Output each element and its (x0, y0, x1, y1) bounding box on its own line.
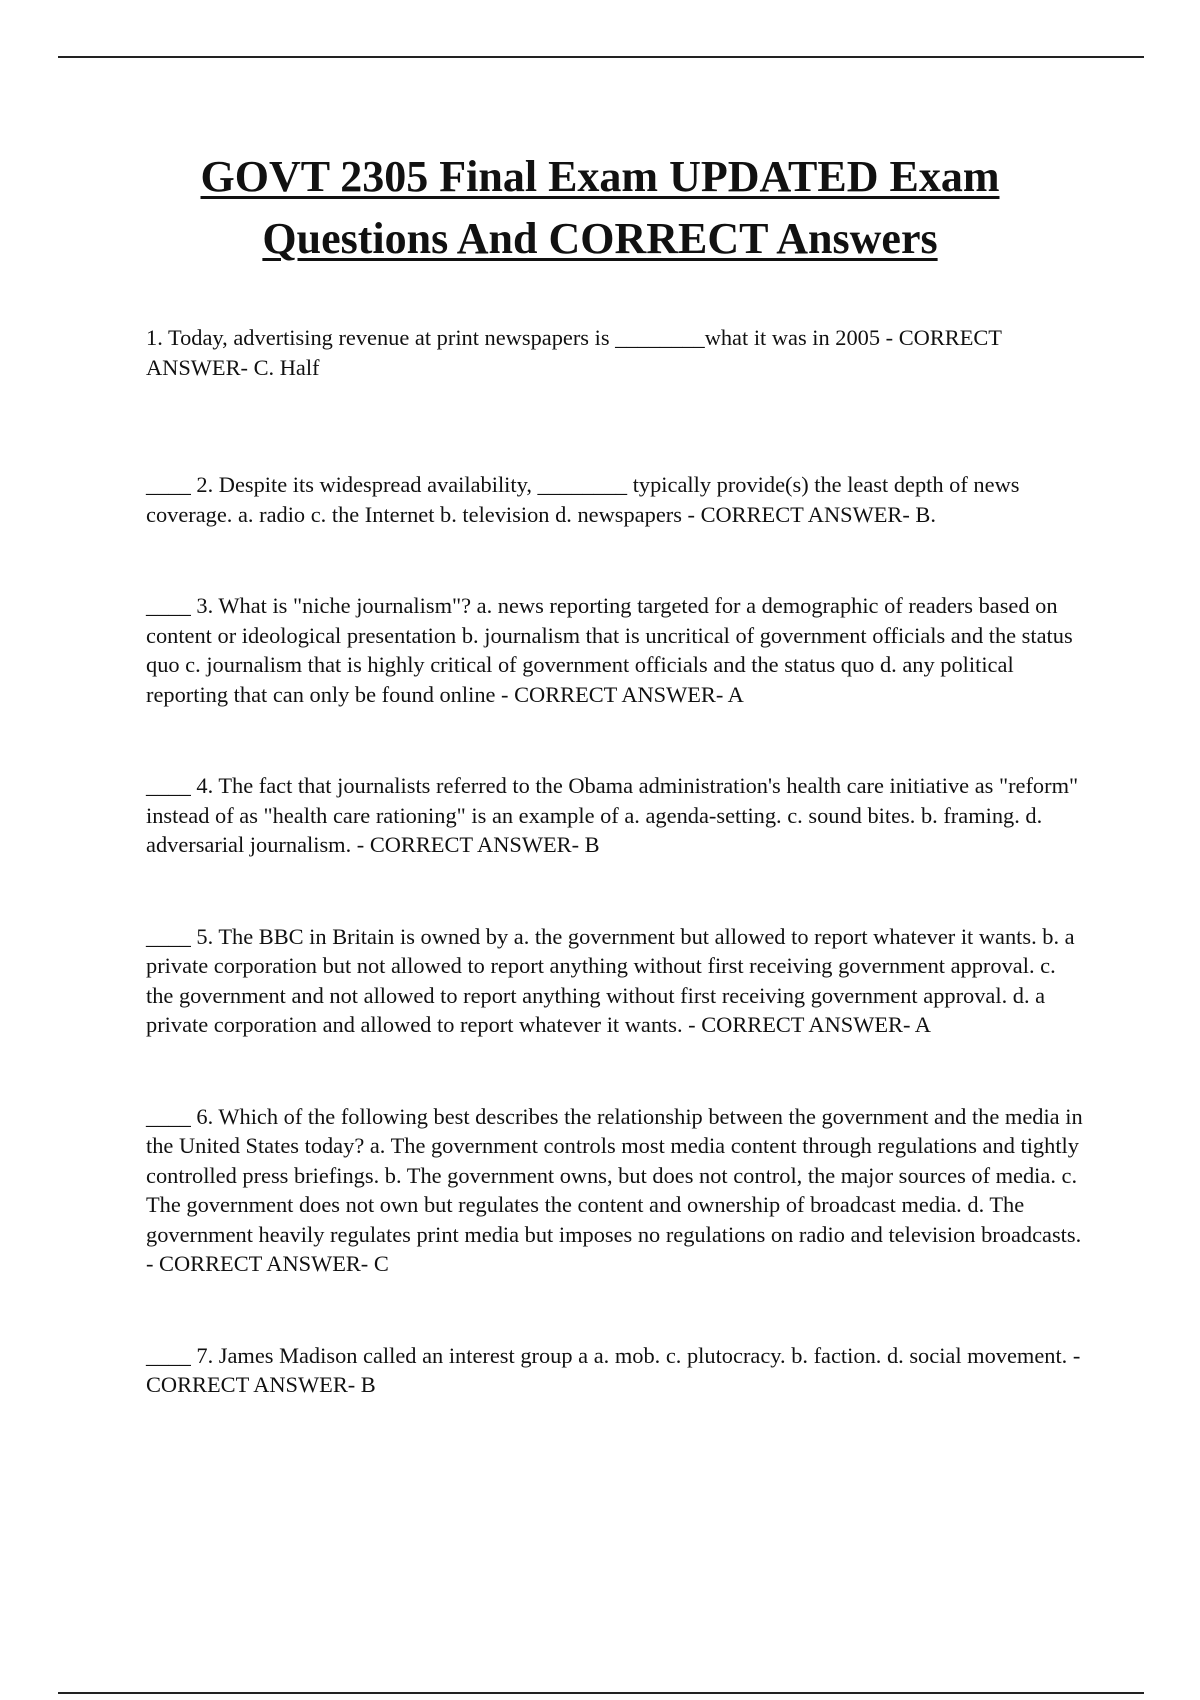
question-item: 1. Today, advertising revenue at print newspapers is ________what it was in 2005 - CORRECT ANSWER- C. Half (146, 325, 1002, 380)
question-item: ____ 3. What is "niche journalism"? a. news reporting targeted for a demographic of readers based on content or ideological presentation b. journalism that is uncritical of government officials and the status quo c. journalism that is highly critical of government officials and the status quo d. any political reporting that can only be found online - CORRECT ANSWER- A (146, 593, 1073, 707)
top-divider (58, 56, 1144, 58)
question-item: ____ 6. Which of the following best describes the relationship between the government and the media in the United States today? a. The government controls most media content through regulations and tightly controlled press briefings. b. The government owns, but does not control, the major sources of media. c. The government does not own but regulates the content and ownership of broadcast media. d. The government heavily regulates print media but imposes no regulations on radio and television broadcasts. - CORRECT ANSWER- C (146, 1103, 1083, 1276)
page-title: GOVT 2305 Final Exam UPDATED Exam Questions And CORRECT Answers (200, 152, 1000, 263)
question-item: ____ 7. James Madison called an interest group a a. mob. c. plutocracy. b. faction. d. social movement. - CORRECT ANSWER- B (146, 1342, 1081, 1397)
question-item: ____ 5. The BBC in Britain is owned by a. the government but allowed to report whatever it wants. b. a private corporation but not allowed to report anything without first receiving government approval. c. the government and not allowed to report anything without first receiving government approval. d. a private corporation and allowed to report whatever it wants. - CORRECT ANSWER- A (146, 923, 1075, 1037)
question-item: ____ 2. Despite its widespread availability, ________ typically provide(s) the least depth of news coverage. a. radio c. the Internet b. television d. newspapers - CORRECT ANSWER- B. (146, 472, 1020, 527)
question-item: ____ 4. The fact that journalists referred to the Obama administration's health care initiative as "reform" instead of as "health care rationing" is an example of a. agenda-setting. c. sound bites. b. framing. d. adversarial journalism. - CORRECT ANSWER- B (146, 773, 1079, 857)
bottom-divider (58, 1692, 1144, 1694)
question-list (146, 323, 1086, 1400)
